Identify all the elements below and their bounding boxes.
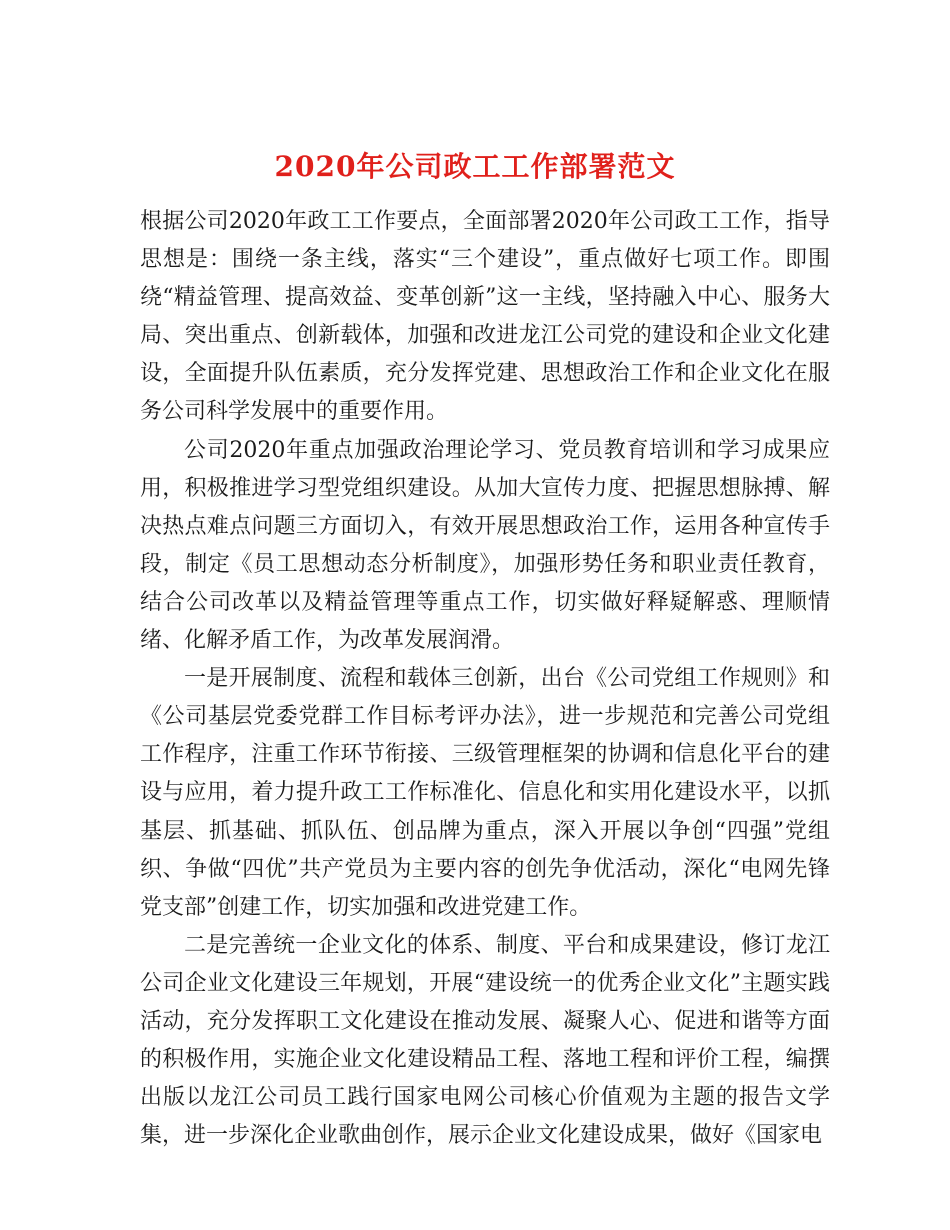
paragraph-political-study: 公司2020年重点加强政治理论学习、党员教育培训和学习成果应用，积极推进学习型党组织建设。从加大宣传力度、把握思想脉搏、解决热点难点问题三方面切入，有效开展思想政治工作，运用各种宣传手段，制定《员工思想动态分析制度》，加强形势任务和职业责任教育，结合公司改革以及精益管理等重点工作，切实做好释疑解惑、理顺情绪、化解矛盾工作，为改革发展润滑。 (140, 437, 830, 654)
paragraph-guiding-ideology: 根据公司2020年政工工作要点，全面部署2020年公司政工工作，指导思想是：围绕一条主线，落实“三个建设”，重点做好七项工作。即围绕“精益管理、提高效益、变革创新”这一主线，坚持融入中心、服务大局、突出重点、创新载体，加强和改进龙江公司党的建设和企业文化建设，全面提升队伍素质，充分发挥党建、思想政治工作和企业文化在服务公司科学发展中的重要作用。 (140, 209, 830, 425)
paragraph-item-one: 一是开展制度、流程和载体三创新，出台《公司党组工作规则》和《公司基层党委党群工作目标考评办法》，进一步规范和完善公司党组工作程序，注重工作环节衔接、三级管理框架的协调和信息化平台的建设与应用，着力提升政工工作标准化、信息化和实用化建设水平，以抓基层、抓基础、抓队伍、创品牌为重点，深入开展以争创“四强”党组织、争做“四优”共产党员为主要内容的创先争优活动，深化“电网先锋党支部”创建工作，切实加强和改进党建工作。 (140, 666, 830, 920)
document-title: 2020年公司政工工作部署范文 (274, 149, 676, 183)
document-body (140, 203, 830, 1155)
paragraph-item-two: 二是完善统一企业文化的体系、制度、平台和成果建设，修订龙江公司企业文化建设三年规划，开展“建设统一的优秀企业文化”主题实践活动，充分发挥职工文化建设在推动发展、凝聚人心、促进和谐等方面的积极作用，实施企业文化建设精品工程、落地工程和评价工程，编撰出版以龙江公司员工践行国家电网公司核心价值观为主题的报告文学集，进一步深化企业歌曲创作，展示企业文化建设成果，做好《国家电 (140, 932, 830, 1149)
